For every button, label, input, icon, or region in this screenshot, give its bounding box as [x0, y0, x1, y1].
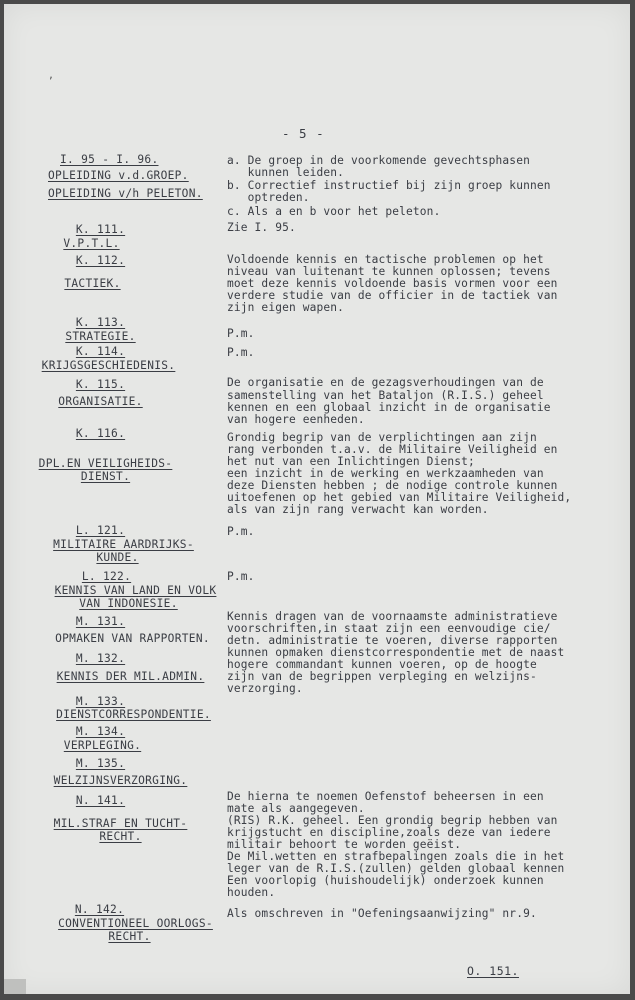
ref-code: K. 116.	[75, 427, 126, 440]
ref-heading: WELZIJNSVERZORGING.	[53, 774, 188, 787]
ref-heading: DIENSTCORRESPONDENTIE.	[56, 708, 211, 721]
ref-code: M. 133.	[75, 695, 126, 708]
ref-code: L. 122.	[81, 570, 132, 583]
objective-line: verdere studie van de officier in de tactiek van	[227, 289, 558, 302]
objective-line: P.m.	[227, 525, 255, 538]
ref-heading: TACTIEK.	[64, 277, 121, 290]
objective-line: moet deze kennis voldoende basis vormen voor een	[227, 277, 558, 290]
torn-corner	[4, 979, 26, 994]
ref-heading: CONVENTIONEEL OORLOGS-	[58, 917, 213, 930]
ref-heading: ORGANISATIE.	[58, 395, 143, 408]
objective-line: het nut van een Inlichtingen Dienst;	[227, 455, 475, 468]
ref-heading: OPMAKEN VAN RAPPORTEN.	[55, 632, 210, 645]
objective-line: samenstelling van het Bataljon (R.I.S.) geheel	[227, 389, 544, 402]
objective-line: Grondig begrip van de verplichtingen aan zijn	[227, 431, 537, 444]
objective-line: detn. administratie te voeren, diverse rapporten	[227, 634, 558, 647]
objective-line: P.m.	[227, 327, 255, 340]
ref-code: K. 113.	[75, 316, 126, 329]
objective-line: Zie I. 95.	[227, 221, 296, 234]
page-number: - 5 -	[282, 126, 325, 141]
objective-line: De Mil.wetten en strafbepalingen zoals die in het	[227, 850, 565, 863]
objective-line: c. Als a en b voor het peleton.	[227, 205, 441, 218]
ref-code: K. 115.	[75, 378, 126, 391]
objective-line: mate als aangegeven.	[227, 802, 365, 815]
ref-code: K. 114.	[75, 345, 126, 358]
objective-line: militair behoort te worden geëist.	[227, 838, 462, 851]
objective-line: b. Correctief instructief bij zijn groep kunnen	[227, 179, 551, 192]
ref-code: K. 112.	[75, 254, 126, 267]
objective-line: verzorging.	[227, 682, 303, 695]
objective-line: van hogere eenheden.	[227, 413, 365, 426]
objective-line: Een voorlopig (huishoudelijk) onderzoek kunnen	[227, 874, 544, 887]
objective-line: De hierna te noemen Oefenstof beheersen in een	[227, 790, 544, 803]
footer-code: O. 151.	[467, 964, 519, 978]
ref-code: K. 111.	[75, 223, 126, 236]
ref-code: N. 142.	[74, 903, 125, 916]
ref-heading: VAN INDONESIE.	[79, 597, 178, 610]
objective-line: als van zijn rang verwacht kan worden.	[227, 503, 489, 516]
objective-line: Kennis dragen van de voornaamste administratieve	[227, 610, 558, 623]
ref-heading: OPLEIDING v/h PELETON.	[48, 187, 203, 200]
ref-heading: MILITAIRE AARDRIJKS-	[53, 538, 194, 551]
objective-line: a. De groep in de voorkomende gevechtsphasen	[227, 154, 530, 167]
ref-heading: KRIJGSGESCHIEDENIS.	[41, 359, 176, 372]
ref-code: M. 135.	[75, 757, 126, 770]
objective-line: Als omschreven in "Oefeningsaanwijzing" nr.9.	[227, 907, 537, 920]
objective-line: zijn van de begrippen verpleging en welzijns-	[227, 670, 537, 683]
ref-code: M. 132.	[75, 652, 126, 665]
document-page	[4, 4, 630, 994]
objective-line: kennen en een globaal inzicht in de organisatie	[227, 401, 551, 414]
objective-line: niveau van luitenant te kunnen oplossen; tevens	[227, 265, 551, 278]
ref-heading: KENNIS DER MIL.ADMIN.	[56, 670, 205, 683]
ref-code: M. 134.	[75, 725, 126, 738]
objective-line: (RIS) R.K. geheel. Een grondig begrip hebben van	[227, 814, 558, 827]
ref-heading: KENNIS VAN LAND EN VOLK	[54, 584, 217, 597]
objective-line: houden.	[227, 886, 276, 899]
objective-line: kunnen opmaken dienstcorrespondentie met de naast	[227, 646, 565, 659]
margin-mark: ,	[48, 70, 55, 81]
ref-heading: OPLEIDING v.d.GROEP.	[48, 169, 189, 182]
objective-line: leger van de R.I.S.(zullen) gelden globaal kennen	[227, 862, 565, 875]
objective-line: Voldoende kennis en tactische problemen op het	[227, 253, 544, 266]
objective-line: voorschriften,in staat zijn een eenvoudige cie/	[227, 622, 551, 635]
ref-code: I. 95 - I. 96.	[60, 153, 159, 166]
objective-line: uitoefenen op het gebied van Militaire Veiligheid,	[227, 491, 572, 504]
ref-heading: STRATEGIE.	[65, 330, 136, 343]
ref-heading: VERPLEGING.	[63, 739, 142, 752]
ref-code: M. 131.	[75, 615, 126, 628]
ref-heading: V.P.T.L.	[63, 237, 120, 250]
objective-line: hogere commandant kunnen voeren, op de hoogte	[227, 658, 537, 671]
ref-heading: KUNDE.	[96, 551, 139, 564]
ref-heading: DIENST.	[80, 470, 131, 483]
ref-code: L. 121.	[75, 524, 126, 537]
ref-heading: RECHT.	[99, 830, 142, 843]
objective-line: rang verbonden t.a.v. de Militaire Veiligheid en	[227, 443, 558, 456]
ref-code: N. 141.	[75, 794, 126, 807]
ref-heading: MIL.STRAF EN TUCHT-	[53, 817, 188, 830]
ref-heading: RECHT.	[108, 930, 151, 943]
objective-line: kunnen leiden.	[227, 166, 345, 179]
objective-line: De organisatie en de gezagsverhoudingen van de	[227, 376, 544, 389]
objective-line: optreden.	[227, 191, 310, 204]
objective-line: deze Diensten hebben ; de nodige controle kunnen	[227, 479, 558, 492]
ref-heading: DPL.EN VEILIGHEIDS-	[38, 457, 173, 470]
objective-line: zijn eigen wapen.	[227, 301, 345, 314]
objective-line: P.m.	[227, 570, 255, 583]
objective-line: krijgstucht en discipline,zoals deze van iedere	[227, 826, 551, 839]
objective-line: P.m.	[227, 346, 255, 359]
objective-line: een inzicht in de werking en werkzaamheden van	[227, 467, 544, 480]
